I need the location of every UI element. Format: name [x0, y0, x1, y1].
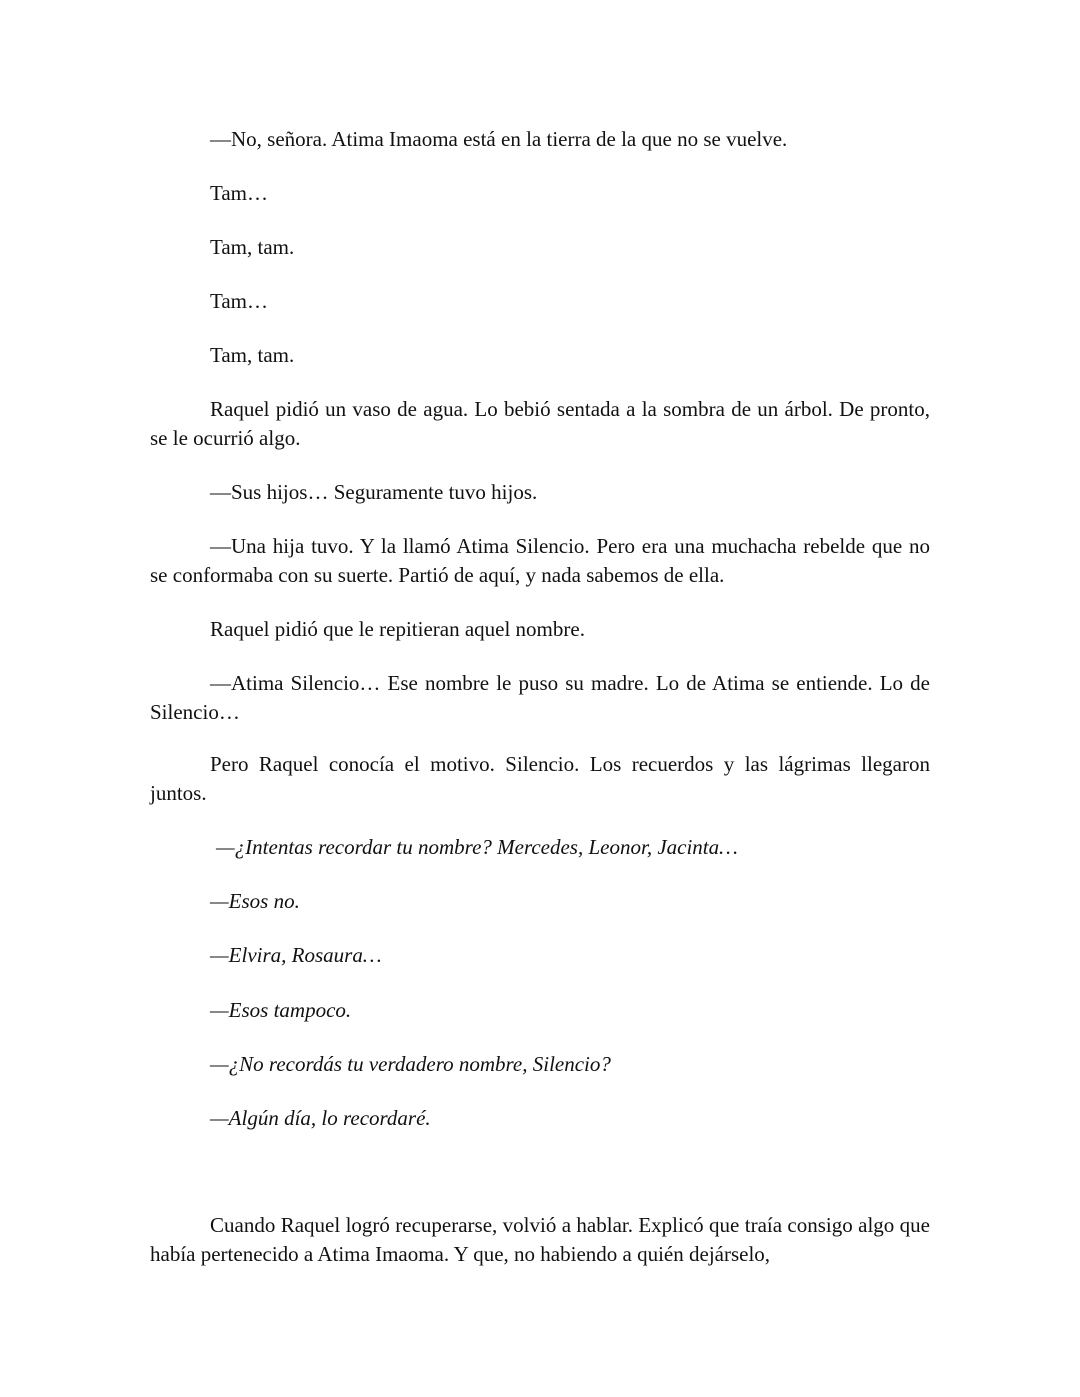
paragraph: Raquel pidió que le repitieran aquel nombre. [210, 617, 585, 641]
paragraph: Cuando Raquel logró recuperarse, volvió a hablar. Explicó que traía consigo algo que había pertenecido a Atima Imaoma. Y que, no habiendo a quién dejárselo, [150, 1213, 930, 1266]
paragraph: Tam, tam. [210, 235, 295, 259]
paragraph: Tam… [210, 181, 269, 205]
italic-dialogue-line: —¿Intentas recordar tu nombre? Mercedes, Leonor, Jacinta… [216, 835, 738, 859]
dialogue-line: —Sus hijos… Seguramente tuvo hijos. [210, 480, 538, 504]
paragraph: Pero Raquel conocía el motivo. Silencio. Los recuerdos y las lágrimas llegaron juntos. [150, 752, 930, 805]
paragraph: Raquel pidió un vaso de agua. Lo bebió sentada a la sombra de un árbol. De pronto, se le ocurrió algo. [150, 397, 930, 450]
italic-dialogue-line: —Esos tampoco. [210, 998, 352, 1022]
dialogue-line: —No, señora. Atima Imaoma está en la tierra de la que no se vuelve. [210, 127, 788, 151]
dialogue-line: —Atima Silencio… Ese nombre le puso su madre. Lo de Atima se entiende. Lo de Silencio… [150, 671, 930, 724]
italic-dialogue-line: —¿No recordás tu verdadero nombre, Silencio? [210, 1052, 611, 1076]
paragraph: Tam, tam. [210, 343, 295, 367]
italic-dialogue-line: —Elvira, Rosaura… [210, 943, 382, 967]
paragraph: Tam… [210, 289, 269, 313]
italic-dialogue-line: —Esos no. [210, 889, 300, 913]
italic-dialogue-line: —Algún día, lo recordaré. [210, 1106, 431, 1130]
dialogue-line: —Una hija tuvo. Y la llamó Atima Silencio. Pero era una muchacha rebelde que no se conformaba con su suerte. Partió de aquí, y nada sabemos de ella. [150, 534, 930, 587]
